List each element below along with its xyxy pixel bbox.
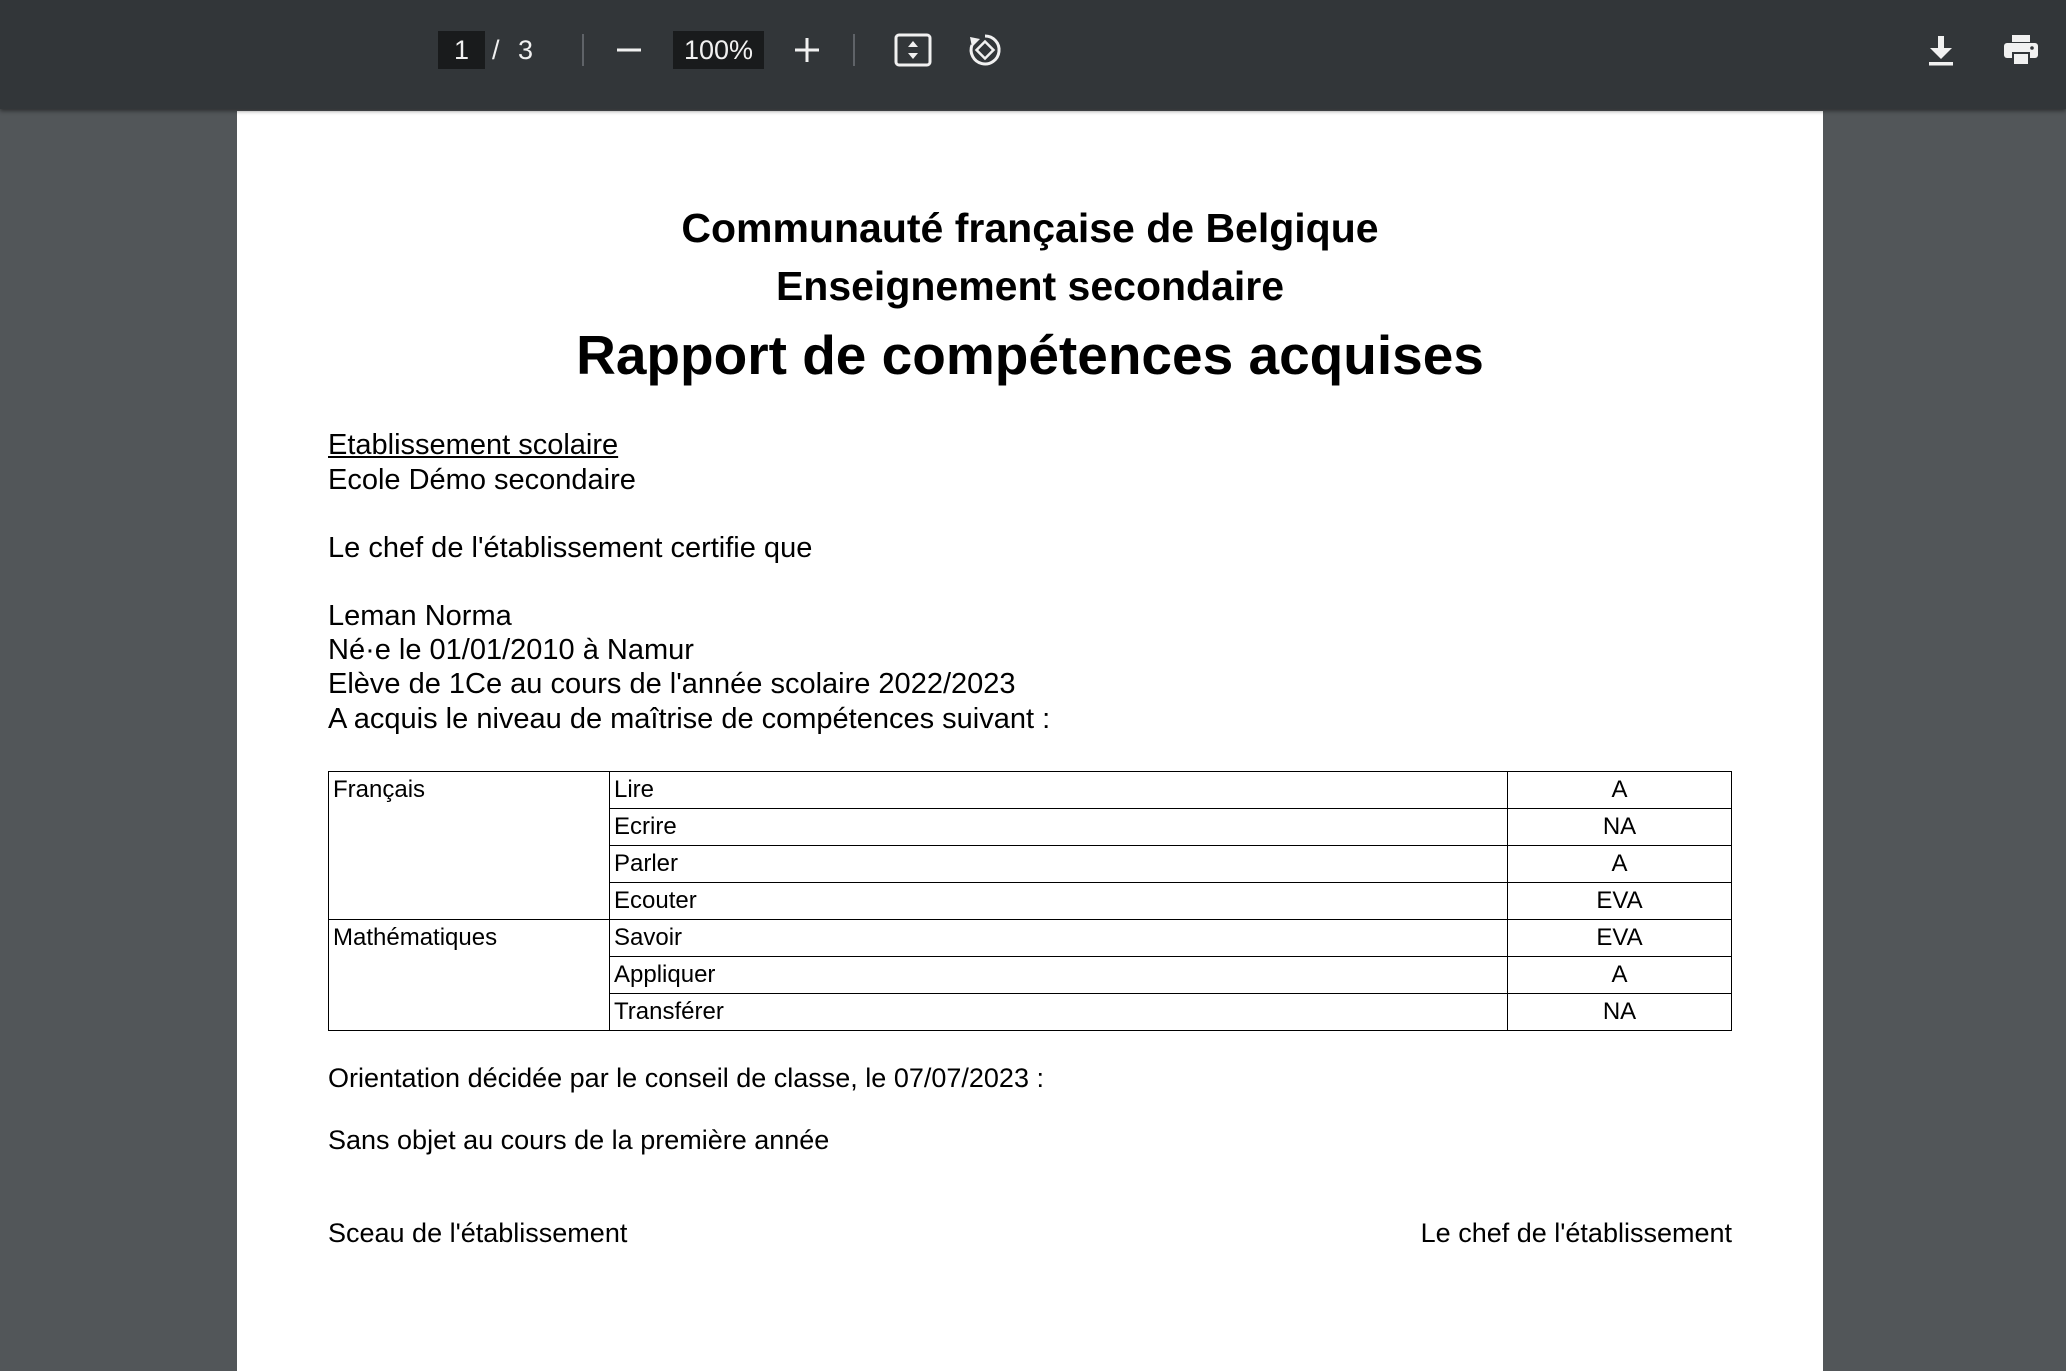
skill-cell: Transférer — [610, 994, 1508, 1031]
level-cell: NA — [1508, 809, 1732, 846]
student-name: Leman Norma — [328, 600, 512, 632]
pdf-toolbar — [0, 0, 2066, 109]
document-title: Rapport de compétences acquises — [576, 324, 1484, 386]
zoom-out-button[interactable] — [604, 25, 654, 75]
level-cell: EVA — [1508, 920, 1732, 957]
skill-cell: Savoir — [610, 920, 1508, 957]
school-name: Ecole Démo secondaire — [328, 464, 636, 496]
competences-table — [328, 771, 1732, 1031]
skill-cell: Appliquer — [610, 957, 1508, 994]
print-button[interactable] — [1996, 25, 2046, 75]
zoom-in-button[interactable] — [782, 25, 832, 75]
rotate-button[interactable] — [960, 25, 1010, 75]
rotate-icon — [966, 31, 1004, 69]
level-cell: A — [1508, 846, 1732, 883]
birth-line: Né·e le 01/01/2010 à Namur — [328, 634, 694, 666]
fit-page-button[interactable] — [888, 25, 938, 75]
zoom-level-input[interactable]: 100% — [673, 31, 764, 69]
pdf-page — [237, 111, 1823, 1371]
toolbar-divider — [582, 34, 584, 66]
orientation-value: Sans objet au cours de la première année — [328, 1125, 830, 1155]
toolbar-divider — [853, 34, 855, 66]
skill-cell: Ecouter — [610, 883, 1508, 920]
table-row — [329, 920, 1732, 957]
zoom-in-icon — [793, 36, 821, 64]
certify-text: Le chef de l'établissement certifie que — [328, 532, 813, 564]
page-number-input[interactable]: 1 — [438, 31, 485, 69]
level-cell: EVA — [1508, 883, 1732, 920]
level-cell: NA — [1508, 994, 1732, 1031]
heading-education: Enseignement secondaire — [775, 263, 1285, 309]
seal-label: Sceau de l'établissement — [328, 1218, 628, 1248]
table-row — [329, 772, 1732, 809]
skill-cell: Lire — [610, 772, 1508, 809]
page-separator: / — [492, 35, 500, 65]
level-cell: A — [1508, 957, 1732, 994]
level-cell: A — [1508, 772, 1732, 809]
heading-community: Communauté française de Belgique — [681, 205, 1379, 251]
subject-cell: Mathématiques — [329, 920, 610, 1031]
head-signature-label: Le chef de l'établissement — [1420, 1218, 1732, 1248]
subject-cell: Français — [329, 772, 610, 920]
page-total: 3 — [518, 35, 534, 65]
skill-cell: Ecrire — [610, 809, 1508, 846]
level-line: A acquis le niveau de maîtrise de compétences suivant : — [328, 703, 1051, 735]
print-icon — [2003, 34, 2039, 66]
orientation-line: Orientation décidée par le conseil de classe, le 07/07/2023 : — [328, 1063, 1044, 1093]
class-line: Elève de 1Ce au cours de l'année scolaire 2022/2023 — [328, 668, 1016, 700]
skill-cell: Parler — [610, 846, 1508, 883]
download-button[interactable] — [1916, 25, 1966, 75]
fit-page-icon — [894, 33, 932, 67]
zoom-out-icon — [615, 36, 643, 64]
school-label: Etablissement scolaire — [328, 429, 619, 461]
download-icon — [1926, 34, 1956, 66]
